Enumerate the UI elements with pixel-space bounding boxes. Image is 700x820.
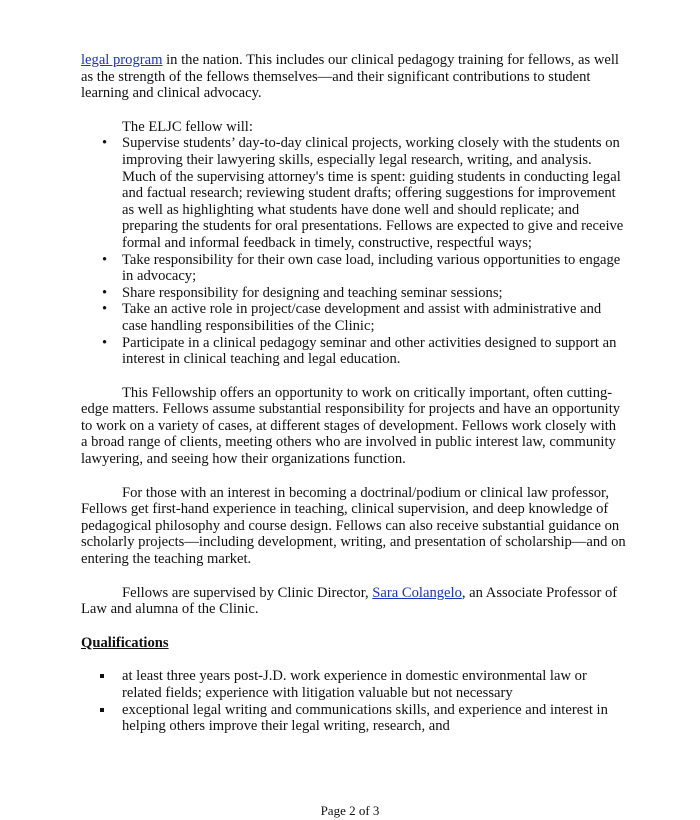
intro-paragraph (81, 52, 626, 102)
duties-list (81, 135, 626, 367)
supervised-text-after: , an Associate Professor of Law and alumna of the Clinic. (81, 584, 618, 618)
qualification-item: exceptional legal writing and communications skills, and experience and interest in helping others improve their legal writing, research, and (122, 702, 626, 735)
duty-item: • Take responsibility for their own case load, including various opportunities to engage in advocacy; (122, 252, 626, 285)
page-footer: Page 2 of 3 (320, 803, 380, 818)
duty-item: • Take an active role in project/case development and assist with administrative and case handling responsibilities of the Clinic; (122, 301, 626, 334)
duty-item: • Supervise students’ day-to-day clinical projects, working closely with the students on improving their lawyering skills, especially legal research, writing, and analysis. Much of the supervising attorney's time is spent: guiding students in conducting legal and factual research; reviewing student drafts; offering suggestions for improvement as well as highlighting what students have done well and should replicate; and preparing the students for oral presentations. Fellows are expected to give and receive formal and informal feedback in timely, constructive, respectful ways; (122, 135, 626, 251)
sara-colangelo-link[interactable]: Sara Colangelo (372, 584, 462, 601)
duty-item: • Participate in a clinical pedagogy seminar and other activities designed to support an interest in clinical teaching and legal education. (122, 335, 626, 368)
interest-paragraph: For those with an interest in becoming a doctrinal/podium or clinical law professor, Fellows get first-hand experience in teaching, clinical supervision, and deep knowledge of pedagogical philosophy and course design. Fellows can also receive substantial guidance on scholarly projects—including development, writing, and presentation of scholarship—and on entering the teaching market. (81, 484, 626, 568)
duty-item: • Share responsibility for designing and teaching seminar sessions; (122, 285, 626, 302)
page-content (81, 52, 626, 735)
qualifications-list (81, 668, 626, 734)
intro-text: in the nation. This includes our clinical pedagogy training for fellows, as well as the strength of the fellows themselves—and their significant contributions to student learning and clinical advocacy. (81, 52, 619, 102)
supervised-paragraph (81, 585, 626, 618)
qualifications-heading: Qualifications (81, 634, 169, 651)
supervised-text-before: Fellows are supervised by Clinic Director, (122, 584, 373, 601)
qualification-item: at least three years post-J.D. work experience in domestic environmental law or related fields; experience with litigation valuable but not necessary (122, 668, 626, 701)
legal-program-link[interactable]: legal program (81, 52, 163, 68)
fellowship-paragraph: This Fellowship offers an opportunity to work on critically important, often cutting-edge matters. Fellows assume substantial responsibility for projects and have an opportunity to work on a variety of cases, at different stages of development. Fellows work closely with a broad range of clients, meeting others who are involved in public interest law, community lawyering, and seeing how their organizations function. (81, 384, 621, 468)
fellow-will-heading: The ELJC fellow will: (122, 118, 253, 135)
